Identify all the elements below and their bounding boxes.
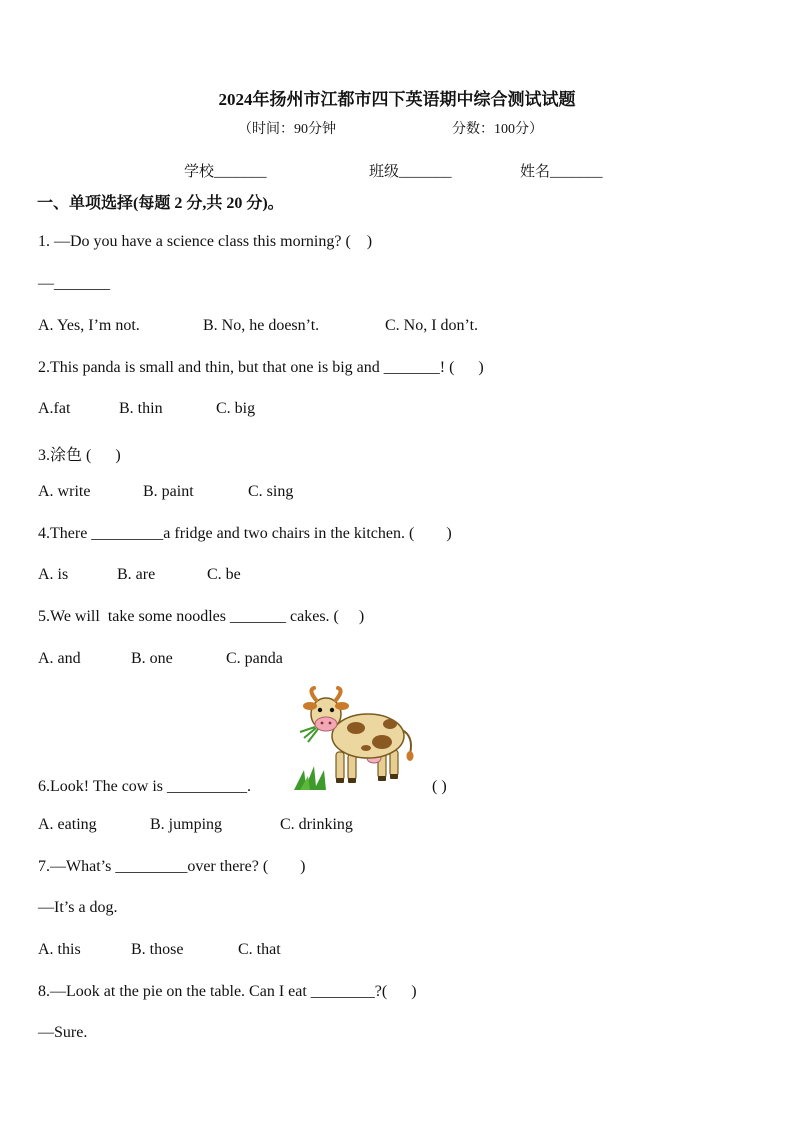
q3-option-c: C. sing — [248, 483, 294, 500]
question-8-reply: —Sure. — [38, 1024, 88, 1041]
q3-option-a: A. write — [38, 483, 91, 500]
question-2: 2.This panda is small and thin, but that one is big and _______! ( ) — [38, 359, 484, 376]
name-field: 姓名_______ — [520, 164, 603, 180]
cow-eating-grass-image — [286, 686, 426, 794]
q5-option-a: A. and — [38, 650, 81, 667]
q1-option-a: A. Yes, I’m not. — [38, 317, 140, 334]
question-6-paren: ( ) — [432, 778, 447, 795]
q5-option-b: B. one — [131, 650, 173, 667]
q6-option-a: A. eating — [38, 816, 97, 833]
q1-option-c: C. No, I don’t. — [385, 317, 479, 334]
exam-score: 分数：100分） — [452, 122, 543, 137]
class-field: 班级_______ — [369, 164, 452, 180]
q4-option-b: B. are — [117, 566, 156, 583]
q4-option-c: C. be — [207, 566, 241, 583]
q6-option-b: B. jumping — [150, 816, 223, 833]
q7-option-a: A. this — [38, 941, 81, 958]
q7-option-c: C. that — [238, 941, 281, 958]
q4-option-a: A. is — [38, 566, 69, 583]
q3-option-b: B. paint — [143, 483, 194, 500]
question-7-reply: —It’s a dog. — [38, 899, 118, 916]
school-field: 学校_______ — [184, 164, 267, 180]
question-5: 5.We will take some noodles _______ cakes. ( ) — [38, 608, 365, 625]
section-heading: 一、单项选择(每题 2 分,共 20 分)。 — [37, 195, 284, 212]
exam-time: （时间：90分钟 — [238, 122, 336, 137]
grass-icon — [294, 766, 326, 790]
question-1-answer: —_______ — [38, 275, 110, 292]
question-8: 8.—Look at the pie on the table. Can I eat ________?( ) — [38, 983, 417, 1000]
exam-title: 2024年扬州市江都市四下英语期中综合测试试题 — [218, 90, 576, 109]
question-7: 7.—What’s _________over there? ( ) — [38, 858, 306, 875]
q2-option-b: B. thin — [119, 400, 163, 417]
question-4: 4.There _________a fridge and two chairs in the kitchen. ( ) — [38, 525, 452, 542]
question-6: 6.Look! The cow is __________. — [38, 778, 252, 795]
q1-option-b: B. No, he doesn’t. — [203, 317, 320, 334]
q7-option-b: B. those — [131, 941, 184, 958]
question-1: 1. —Do you have a science class this morning? ( ) — [38, 233, 373, 250]
q5-option-c: C. panda — [226, 650, 283, 667]
q2-option-c: C. big — [216, 400, 256, 417]
q6-option-c: C. drinking — [280, 816, 353, 833]
q2-option-a: A.fat — [38, 400, 71, 417]
question-3: 3.涂色 ( ) — [38, 447, 121, 464]
